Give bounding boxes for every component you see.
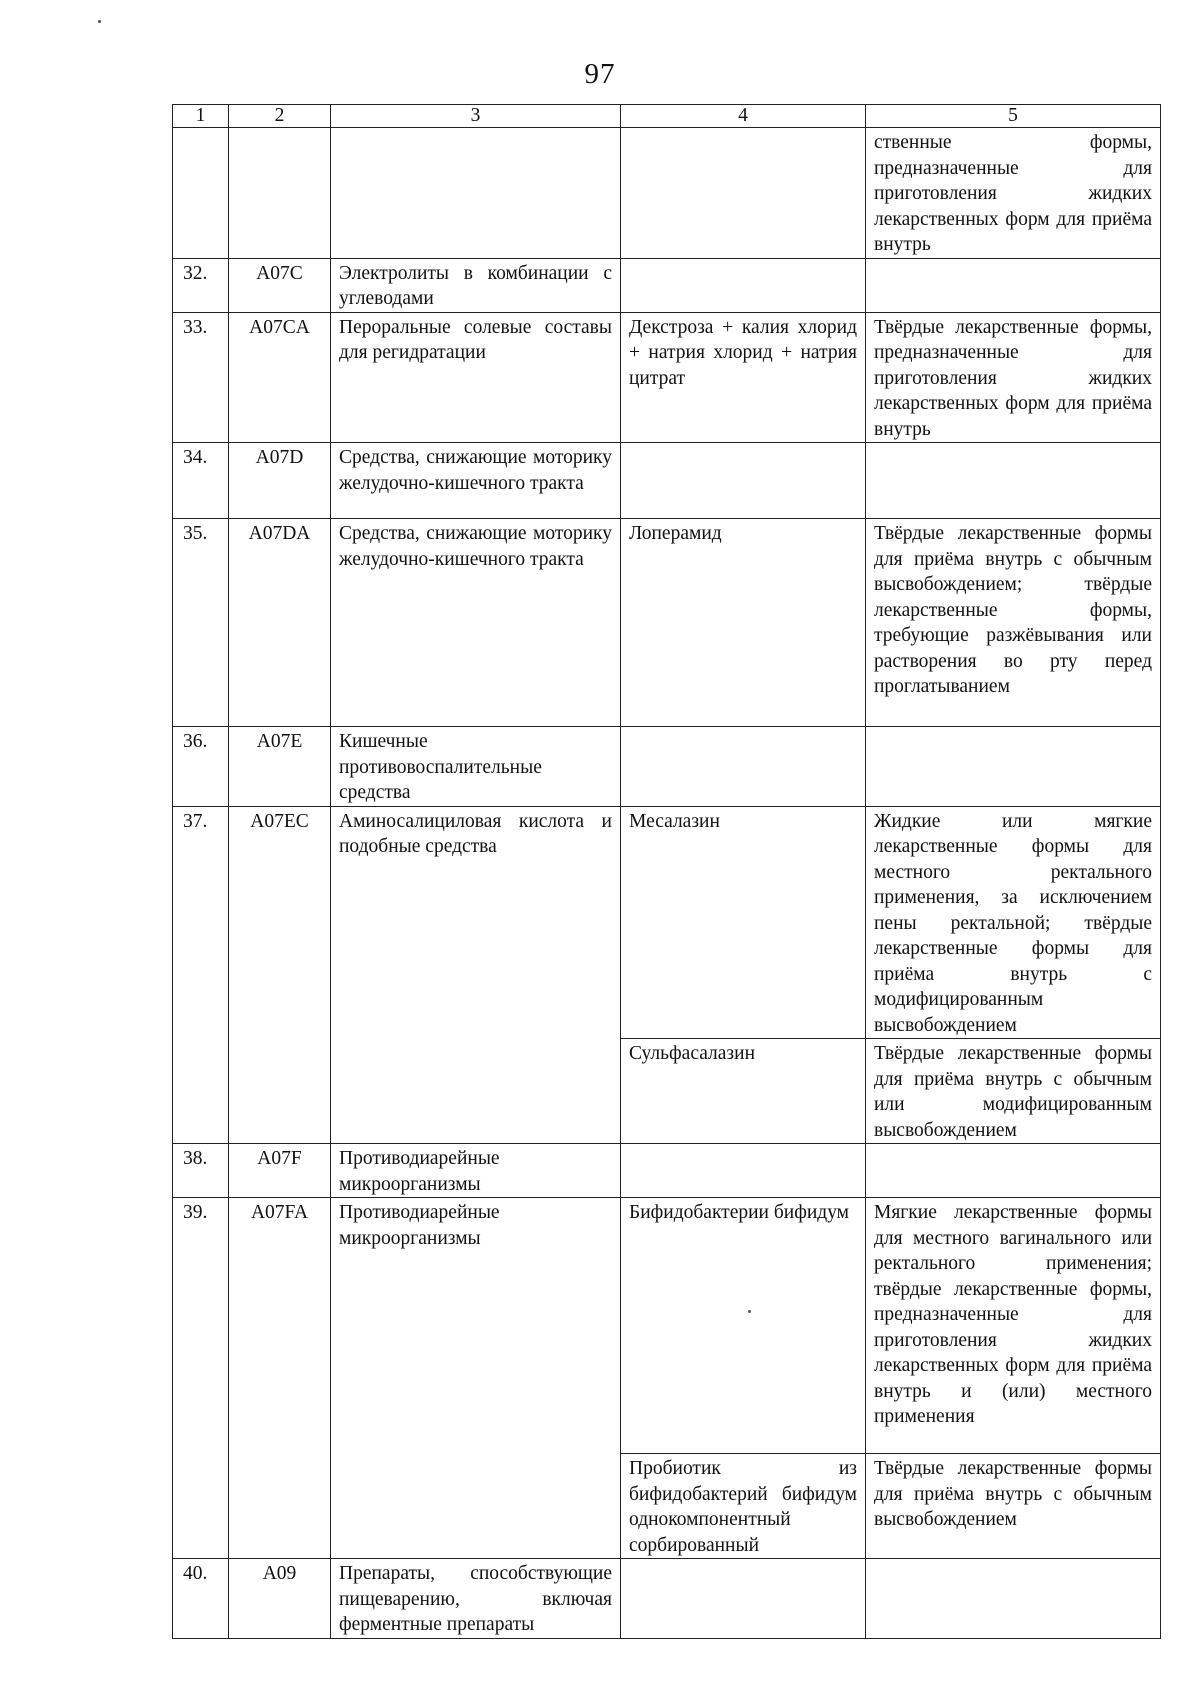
substance: Пробиотик из бифидобактерий бифидум однокомпонентный сорбированный (621, 1454, 866, 1559)
substance: Сульфасалазин (621, 1039, 866, 1144)
row-number: 37. (173, 806, 229, 1144)
row-number: 34. (173, 443, 229, 519)
table-row (173, 1198, 1161, 1454)
dosage-form (866, 727, 1161, 807)
header-cell: 1 (173, 105, 229, 128)
atc-code: A07EC (229, 806, 331, 1144)
dosage-form (866, 1559, 1161, 1639)
dosage-form: Жидкие или мягкие лекарственные формы для местного ректального применения, за исключением пены ректальной; твёрдые лекарственные формы для приёма внутрь с модифицированным высвобождением (866, 806, 1161, 1039)
substance (621, 1559, 866, 1639)
substance: Бифидобактерии бифидум (621, 1198, 866, 1454)
row-number: 33. (173, 312, 229, 443)
atc-code: A07CA (229, 312, 331, 443)
substance (621, 128, 866, 259)
atc-code (229, 128, 331, 259)
header-cell: 2 (229, 105, 331, 128)
atc-group: Средства, снижающие моторику желудочно-кишечного тракта (331, 519, 621, 727)
substance (621, 1144, 866, 1198)
row-number: 38. (173, 1144, 229, 1198)
dosage-form: Твёрдые лекарственные формы для приёма внутрь с обычным высвобождением (866, 1454, 1161, 1559)
dosage-form: Твёрдые лекарственные формы для приёма внутрь с обычным высвобождением; твёрдые лекарственные формы, требующие разжёвывания или растворения во рту перед проглатыванием (866, 519, 1161, 727)
table-row (173, 1559, 1161, 1639)
atc-code: A07FA (229, 1198, 331, 1559)
substance: Декстроза + калия хлорид + натрия хлорид + натрия цитрат (621, 312, 866, 443)
row-number (173, 128, 229, 259)
atc-code: A07E (229, 727, 331, 807)
atc-code: A07C (229, 258, 331, 312)
header-cell: 5 (866, 105, 1161, 128)
atc-group: Препараты, способствующие пищеварению, включая ферментные препараты (331, 1559, 621, 1639)
table-row (173, 128, 1161, 259)
dosage-form (866, 1144, 1161, 1198)
atc-group: Аминосалициловая кислота и подобные средства (331, 806, 621, 1144)
dosage-form (866, 443, 1161, 519)
table-row (173, 443, 1161, 519)
table-row (173, 258, 1161, 312)
atc-group: Кишечные противовоспалительные средства (331, 727, 621, 807)
dosage-form: Твёрдые лекарственные формы, предназначенные для приготовления жидких лекарственных форм для приёма внутрь (866, 312, 1161, 443)
table-row (173, 727, 1161, 807)
atc-group: Пероральные солевые составы для регидратации (331, 312, 621, 443)
row-number: 35. (173, 519, 229, 727)
page-number: 97 (584, 58, 616, 90)
row-number: 36. (173, 727, 229, 807)
row-number: 32. (173, 258, 229, 312)
atc-code: A09 (229, 1559, 331, 1639)
substance (621, 443, 866, 519)
row-number: 39. (173, 1198, 229, 1559)
table-header-row (173, 105, 1161, 128)
medicines-table (172, 104, 1161, 1639)
dosage-form: Мягкие лекарственные формы для местного вагинального или ректального применения; твёрдые лекарственные формы, предназначенные для приготовления жидких лекарственных форм для приёма внутрь и (или) местного применения (866, 1198, 1161, 1454)
dosage-form: ственные формы, предназначенные для приготовления жидких лекарственных форм для приёма внутрь (866, 128, 1161, 259)
atc-code: A07D (229, 443, 331, 519)
atc-group: Противодиарейные микроорганизмы (331, 1198, 621, 1559)
atc-group: Противодиарейные микроорганизмы (331, 1144, 621, 1198)
table-row (173, 1144, 1161, 1198)
atc-code: A07F (229, 1144, 331, 1198)
table-row (173, 312, 1161, 443)
dosage-form: Твёрдые лекарственные формы для приёма внутрь с обычным или модифицированным высвобождением (866, 1039, 1161, 1144)
atc-group: Электролиты в комбинации с углеводами (331, 258, 621, 312)
scan-speck (98, 20, 101, 23)
atc-code: A07DA (229, 519, 331, 727)
header-cell: 3 (331, 105, 621, 128)
substance: Лоперамид (621, 519, 866, 727)
substance (621, 727, 866, 807)
substance (621, 258, 866, 312)
table-row (173, 806, 1161, 1039)
substance: Месалазин (621, 806, 866, 1039)
scan-speck (748, 1310, 751, 1313)
row-number: 40. (173, 1559, 229, 1639)
atc-group (331, 128, 621, 259)
atc-group: Средства, снижающие моторику желудочно-кишечного тракта (331, 443, 621, 519)
dosage-form (866, 258, 1161, 312)
header-cell: 4 (621, 105, 866, 128)
table-row (173, 519, 1161, 727)
